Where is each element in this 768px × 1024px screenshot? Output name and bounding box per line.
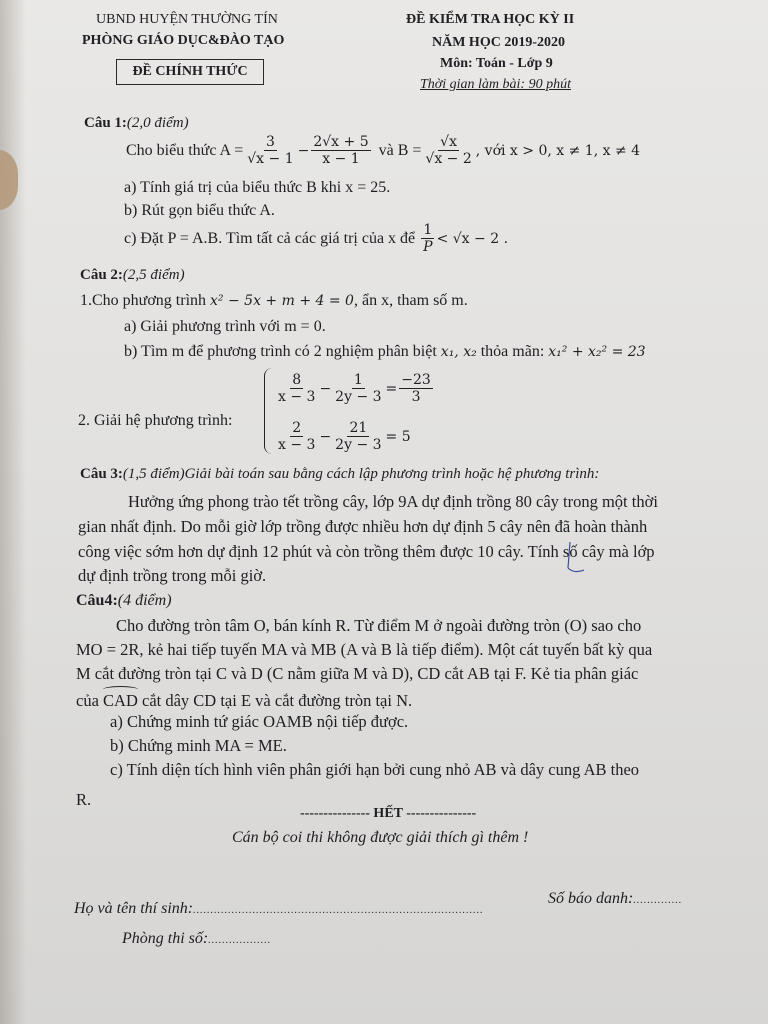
q1-part-c bbox=[124, 222, 508, 255]
arc-mark bbox=[103, 686, 138, 693]
eq2-num-1: 2 bbox=[292, 420, 302, 436]
q2-item1-pre: 1.Cho phương trình bbox=[80, 292, 207, 309]
eq2-den-2: 2y − 3 bbox=[335, 437, 382, 453]
exam-time: Thời gian làm bài: 90 phút bbox=[420, 77, 571, 92]
q1-intro: Cho biểu thức A = bbox=[126, 141, 244, 159]
q3-line-4: dự định trồng trong mỗi giờ. bbox=[78, 566, 267, 585]
q4-l4-post: cắt dây CD tại E và cắt đường tròn tại N. bbox=[142, 691, 413, 710]
q4-l4-pre: của bbox=[76, 691, 99, 710]
q2-part-b-pre: b) Tìm m để phương trình có 2 nghiệm phân biệt bbox=[124, 343, 437, 360]
arc-cad bbox=[103, 686, 138, 713]
and-b: và B = bbox=[378, 141, 422, 159]
q3-points: (1,5 điểm) bbox=[122, 466, 185, 482]
q4-heading bbox=[76, 592, 172, 610]
q1-condition: , với x > 0, x ≠ 1, x ≠ 4 bbox=[475, 142, 641, 159]
b-den: √x − 2 bbox=[425, 151, 472, 167]
eq1-equals: = bbox=[385, 380, 398, 397]
eq1-frac-rhs bbox=[399, 372, 433, 405]
b-num: √x bbox=[440, 134, 457, 150]
eq1-frac-1 bbox=[276, 372, 317, 405]
eq1-den-1: x − 3 bbox=[278, 389, 316, 405]
sbd-label: Số báo danh: bbox=[548, 890, 634, 907]
q4-line-1: Cho đường tròn tâm O, bán kính R. Từ điểm M ở ngoài đường tròn (O) sao cho bbox=[116, 616, 642, 635]
eq1-num-1: 8 bbox=[292, 372, 302, 388]
eq2-rhs: = 5 bbox=[385, 428, 411, 445]
q4-part-a: a) Chứng minh tứ giác OAMB nội tiếp được. bbox=[110, 712, 409, 731]
org-line-1: UBND HUYỆN THƯỜNG TÍN bbox=[96, 12, 278, 27]
name-label: Họ và tên thí sinh: bbox=[74, 900, 194, 917]
q1-title: Câu 1: bbox=[84, 115, 127, 131]
end-marker: --------------- HẾT --------------- bbox=[300, 806, 477, 821]
q4-line-4 bbox=[76, 686, 412, 713]
subject: Môn: Toán - Lớp 9 bbox=[440, 56, 553, 71]
a-num-2: 2√x + 5 bbox=[313, 134, 369, 150]
a-fraction-2 bbox=[311, 134, 370, 167]
q1-heading bbox=[84, 115, 189, 132]
a-den-2: x − 1 bbox=[322, 151, 360, 167]
q2-part-b-vars: x₁, x₂ bbox=[440, 344, 477, 360]
exam-title: ĐỀ KIỂM TRA HỌC KỲ II bbox=[406, 12, 575, 27]
eq1-num-2: 1 bbox=[353, 372, 363, 388]
q2-part-b-mid: thỏa mãn: bbox=[480, 343, 545, 360]
a-num-1: 3 bbox=[265, 134, 275, 150]
q2-item-1 bbox=[80, 292, 468, 310]
proctor-note: Cán bộ coi thi không được giải thích gì thêm ! bbox=[232, 829, 529, 846]
room-dots: .................. bbox=[208, 935, 272, 946]
eq2-op: − bbox=[319, 428, 332, 445]
q4-part-b: b) Chứng minh MA = ME. bbox=[110, 736, 287, 755]
name-field bbox=[74, 900, 484, 918]
q4-part-c: c) Tính diện tích hình viên phân giới hạn bởi cung nhỏ AB và dây cung AB theo bbox=[110, 760, 640, 779]
q1-part-c-text: c) Đặt P = A.B. Tìm tất cả các giá trị của x để bbox=[124, 229, 416, 247]
eq1-den-2: 2y − 3 bbox=[335, 389, 382, 405]
b-fraction bbox=[423, 134, 473, 167]
part-c-ineq: < √x − 2 . bbox=[436, 230, 509, 247]
room-field bbox=[122, 930, 271, 948]
arc-label: CAD bbox=[103, 691, 138, 710]
sbd-dots: .............. bbox=[633, 895, 683, 906]
q3-line-3: công việc sớm hơn dự định 12 phút và còn trồng thêm được 10 cây. Tính số cây mà lớp bbox=[78, 542, 655, 561]
q4-title: Câu4: bbox=[76, 592, 118, 609]
school-year: NĂM HỌC 2019-2020 bbox=[432, 35, 565, 50]
system-eq-1 bbox=[274, 372, 435, 405]
a-minus: − bbox=[297, 142, 310, 159]
q1-expression bbox=[126, 134, 640, 167]
eq1-rhs-den: 3 bbox=[411, 389, 421, 405]
eq1-frac-2 bbox=[333, 372, 383, 405]
q1-part-a: a) Tính giá trị của biểu thức B khi x = 25. bbox=[124, 179, 391, 196]
q3-line-2: gian nhất định. Do mỗi giờ lớp trồng được nhiều hơn dự định 5 cây nên đã hoàn thành bbox=[78, 517, 648, 536]
system-eq-2 bbox=[274, 420, 411, 453]
q4-part-c-end: R. bbox=[76, 790, 92, 809]
q2-part-b-eq: x₁² + x₂² = 23 bbox=[548, 344, 646, 360]
a-fraction-1 bbox=[245, 134, 295, 167]
official-label: ĐỀ CHÍNH THỨC bbox=[116, 59, 264, 85]
q4-line-3: M cắt đường tròn tại C và D (C nằm giữa M và D), CD cắt AB tại F. Kẻ tia phân giác bbox=[76, 664, 639, 683]
q2-item-2: 2. Giải hệ phương trình: bbox=[78, 412, 233, 429]
eq2-num-2: 21 bbox=[349, 420, 368, 436]
q2-part-a: a) Giải phương trình với m = 0. bbox=[124, 318, 326, 335]
part-c-fraction bbox=[421, 222, 434, 255]
eq2-frac-2 bbox=[333, 420, 383, 453]
q2-points: (2,5 điểm) bbox=[122, 267, 185, 283]
part-c-den: P bbox=[423, 239, 433, 255]
a-den-1: √x − 1 bbox=[247, 151, 294, 167]
q4-line-2: MO = 2R, kẻ hai tiếp tuyến MA và MB (A và B là tiếp điểm). Một cát tuyến bất kỳ qua bbox=[76, 640, 653, 659]
room-label: Phòng thi số: bbox=[122, 930, 209, 947]
q1-part-b: b) Rút gọn biểu thức A. bbox=[124, 202, 275, 219]
org-line-2: PHÒNG GIÁO DỤC&ĐÀO TẠO bbox=[82, 33, 285, 48]
name-dots: ................................................................................... bbox=[193, 905, 484, 916]
q2-heading bbox=[80, 267, 185, 284]
q3-heading bbox=[80, 466, 599, 483]
eq2-den-1: x − 3 bbox=[278, 437, 316, 453]
q2-equation: x² − 5x + m + 4 = 0 bbox=[210, 293, 354, 309]
q2-part-b bbox=[124, 343, 646, 361]
q1-points: (2,0 điểm) bbox=[126, 115, 189, 131]
q3-task: Giải bài toán sau bằng cách lập phương trình hoặc hệ phương trình: bbox=[184, 466, 600, 482]
eq2-frac-1 bbox=[276, 420, 317, 453]
q2-item1-post: , ẩn x, tham số m. bbox=[353, 292, 468, 309]
part-c-num: 1 bbox=[423, 222, 433, 238]
q3-title: Câu 3: bbox=[80, 466, 123, 482]
eq1-op: − bbox=[319, 380, 332, 397]
q3-line-1: Hưởng ứng phong trào tết trồng cây, lớp 9A dự định trồng 80 cây trong một thời bbox=[128, 492, 658, 511]
q2-title: Câu 2: bbox=[80, 267, 123, 283]
sbd-field bbox=[548, 890, 682, 908]
q4-points: (4 điểm) bbox=[117, 592, 172, 609]
eq1-rhs-num: −23 bbox=[401, 372, 431, 388]
pen-mark bbox=[560, 540, 600, 576]
